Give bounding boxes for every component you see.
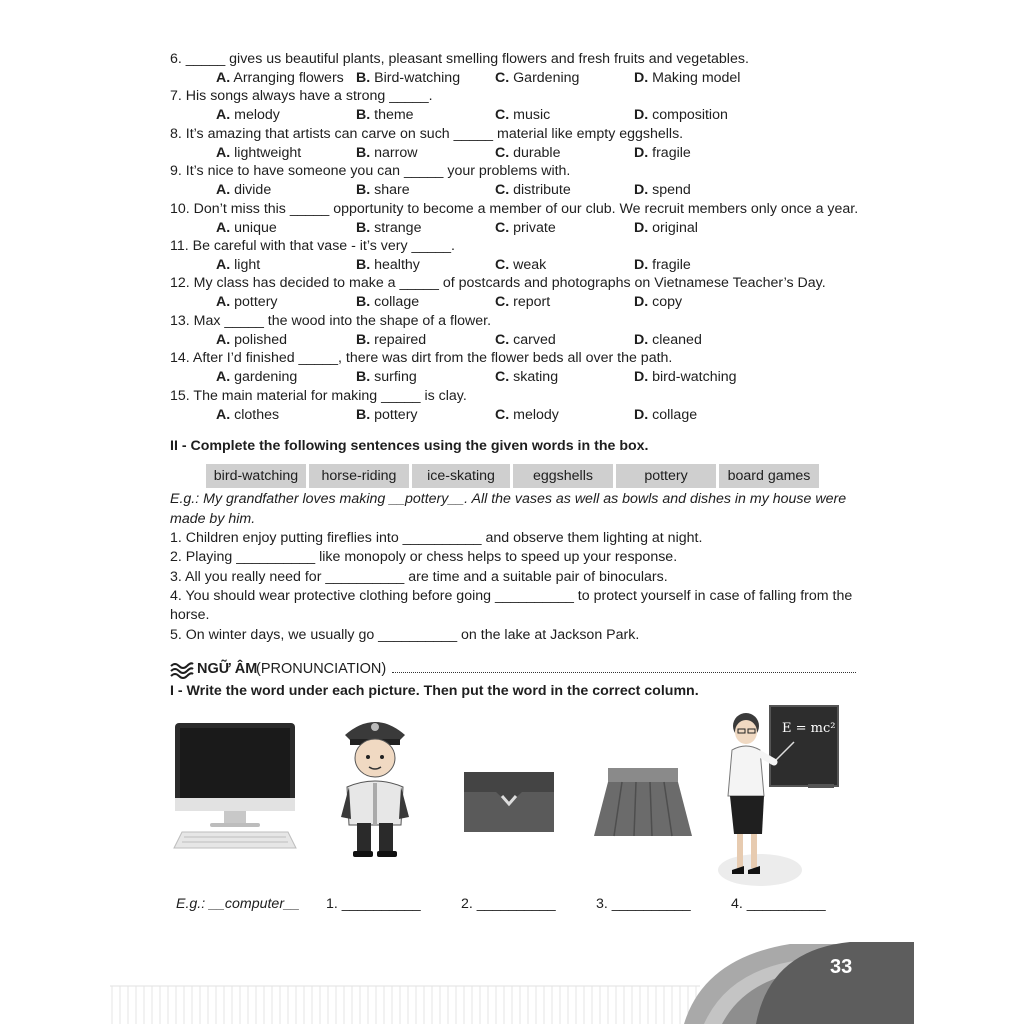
answer-option [495,219,556,237]
answer-option [216,144,301,162]
answer-option [634,293,682,311]
option-letter: C. [495,219,510,236]
option-text: cleaned [652,331,702,348]
word-box-item: ice-skating [412,464,510,488]
answer-option [634,331,702,349]
answer-option [495,144,560,162]
option-letter: B. [356,257,371,273]
option-letter: C. [495,70,510,86]
word-box-item: bird-watching [206,464,306,488]
answer-option [634,144,691,162]
option-letter: B. [356,219,371,236]
answer-option [216,106,280,124]
answer-option [634,256,691,274]
answer-option [634,69,740,87]
answer-option [356,181,410,199]
option-letter: A. [216,369,231,386]
option-text: spend [652,182,691,199]
option-text: Bird-watching [374,70,461,86]
question-stem: 10. Don’t miss this _____ opportunity to become a member of our club. We recruit members only once a year. [170,200,859,217]
option-text: unique [234,219,277,236]
section-2-heading: II - Complete the following sentences using the given words in the box. [170,438,649,454]
option-text: healthy [374,257,420,273]
option-text: gardening [234,369,298,386]
picture-caption-example: E.g.: __computer__ [176,896,300,912]
option-letter: B. [356,144,371,161]
option-letter: C. [495,294,510,311]
answer-option [634,181,691,199]
option-letter: A. [216,219,231,236]
option-text: lightweight [234,144,302,161]
option-text: distribute [513,182,571,199]
answer-option [216,406,279,424]
answer-option [495,331,556,349]
policeman-picture [335,713,415,859]
option-letter: B. [356,369,371,386]
answer-option [216,69,344,87]
option-letter: D. [634,144,649,161]
answer-option [216,181,271,199]
option-letter: D. [634,257,649,273]
option-letter: D. [634,70,649,86]
answer-option [634,219,698,237]
option-letter: B. [356,331,371,348]
option-letter: B. [356,294,371,311]
picture-caption: 4. __________ [731,896,826,912]
question-stem: 8. It’s amazing that artists can carve on such _____ material like empty eggshells. [170,125,684,142]
option-letter: B. [356,406,371,423]
option-text: skating [513,369,559,386]
sentence-item: 1. Children enjoy putting fireflies into __________ and observe them lighting at night. [170,530,703,546]
question-stem: 9. It’s nice to have someone you can _____ your problems with. [170,163,571,180]
picture-caption: 2. __________ [461,896,556,912]
option-letter: B. [356,107,371,124]
option-letter: D. [634,331,649,348]
option-text: strange [374,219,422,236]
question-stem: 14. After I’d finished _____, there was dirt from the flower beds all over the path. [170,350,673,367]
answer-option [216,256,260,274]
wave-icon [170,661,194,679]
option-letter: A. [216,406,231,423]
option-letter: D. [634,107,649,124]
option-text: pottery [234,294,278,311]
answer-option [356,406,418,424]
question-stem: 15. The main material for making _____ is clay. [170,387,467,404]
option-letter: A. [216,70,231,86]
answer-option [634,106,728,124]
option-text: durable [513,144,561,161]
option-text: fragile [652,257,691,273]
answer-option [495,181,571,199]
question-stem: 12. My class has decided to make a _____ of postcards and photographs on Vietnamese Teacher’s Day. [170,275,826,292]
pronunciation-title: NGỮ ÂM [197,661,258,677]
sentence-item: horse. [170,607,210,623]
skirt-picture [592,766,694,842]
option-text: bird-watching [652,369,737,386]
option-text: light [234,257,261,273]
word-box-item: eggshells [513,464,613,488]
answer-option [495,69,579,87]
answer-option [356,219,421,237]
option-letter: C. [495,331,510,348]
answer-option [634,406,697,424]
option-letter: D. [634,406,649,423]
answer-option [216,368,297,386]
option-letter: D. [634,369,649,386]
answer-option [216,219,277,237]
option-text: surfing [374,369,417,386]
question-stem: 7. His songs always have a strong _____. [170,88,433,105]
answer-option [356,293,419,311]
option-text: private [513,219,556,236]
option-letter: C. [495,182,510,199]
option-text: repaired [374,331,427,348]
option-letter: C. [495,369,510,386]
answer-option [216,331,287,349]
option-text: weak [513,257,547,273]
option-text: Gardening [513,70,580,86]
picture-caption: 3. __________ [596,896,691,912]
option-letter: A. [216,182,231,199]
option-text: Arranging flowers [233,70,344,86]
option-text: copy [652,294,683,311]
option-letter: C. [495,406,510,423]
option-letter: A. [216,331,231,348]
option-text: polished [234,331,287,348]
option-letter: C. [495,144,510,161]
option-text: music [513,107,551,124]
option-text: theme [374,107,414,124]
option-text: collage [652,406,698,423]
word-box-item: pottery [616,464,716,488]
sentence-item: 3. All you really need for __________ are time and a suitable pair of binoculars. [170,569,668,585]
example-sentence-continued: made by him. [170,511,256,527]
sentence-item: 4. You should wear protective clothing before going __________ to protect yourself in case of falling from the [170,588,853,604]
option-letter: A. [216,257,231,273]
footer-decoration [0,930,1024,1024]
answer-option [356,368,417,386]
question-stem: 6. _____ gives us beautiful plants, pleasant smelling flowers and fresh fruits and vegetables. [170,51,749,67]
computer-picture [170,720,300,852]
option-text: report [513,294,551,311]
pronunciation-heading: I - Write the word under each picture. Then put the word in the correct column. [170,683,699,699]
board-text: E = mc² [782,721,836,736]
pronunciation-subtitle: (PRONUNCIATION) [256,661,387,677]
option-text: composition [652,107,728,124]
option-letter: B. [356,70,371,86]
option-text: pottery [374,406,418,423]
sentence-item: 5. On winter days, we usually go __________ on the lake at Jackson Park. [170,627,640,643]
pronunciation-header [170,660,856,680]
dotted-rule [392,672,856,673]
answer-option [495,368,558,386]
option-letter: A. [216,144,231,161]
option-letter: D. [634,182,649,199]
sentence-item: 2. Playing __________ like monopoly or chess helps to speed up your response. [170,549,678,565]
option-letter: C. [495,257,510,273]
purse-picture [462,766,556,834]
word-box-item: horse-riding [309,464,409,488]
picture-caption: 1. __________ [326,896,421,912]
option-text: narrow [374,144,418,161]
answer-option [356,256,420,274]
option-text: fragile [652,144,691,161]
option-letter: D. [634,294,649,311]
option-letter: B. [356,182,371,199]
option-text: divide [234,182,272,199]
option-letter: A. [216,294,231,311]
question-stem: 13. Max _____ the wood into the shape of a flower. [170,312,492,329]
answer-option [634,368,737,386]
option-text: Making model [652,70,741,86]
page-number: 33 [830,956,853,978]
answer-option [216,293,278,311]
answer-option [356,144,418,162]
word-box-item: board games [719,464,819,488]
option-text: clothes [234,406,280,423]
option-letter: A. [216,107,231,124]
question-stem: 11. Be careful with that vase - it’s very _____. [170,238,455,254]
answer-option [356,331,426,349]
option-text: share [374,182,410,199]
option-letter: D. [634,219,649,236]
option-text: melody [234,107,280,124]
answer-option [495,106,550,124]
option-letter: C. [495,107,510,124]
answer-option [356,69,460,87]
option-text: original [652,219,698,236]
option-text: melody [513,406,559,423]
option-text: carved [513,331,556,348]
answer-option [495,256,546,274]
teacher-picture [712,704,842,890]
option-text: collage [374,294,420,311]
example-sentence: E.g.: My grandfather loves making __pottery__. All the vases as well as bowls and dishes in my house were [170,491,847,507]
answer-option [356,106,414,124]
answer-option [495,406,559,424]
answer-option [495,293,550,311]
